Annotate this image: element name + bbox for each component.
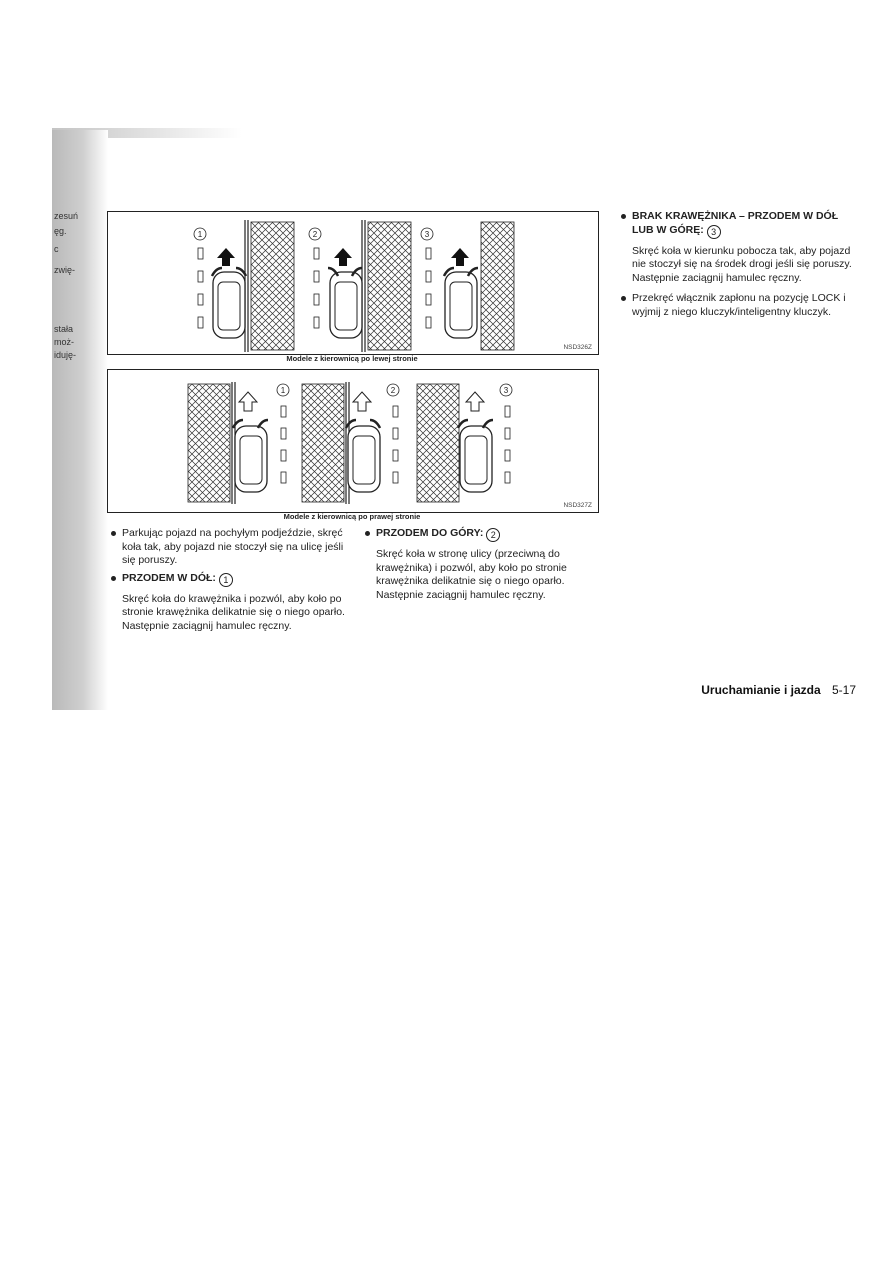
down-heading: PRZODEM W DÓŁ: [122,571,216,584]
marker-badge: 3 [707,225,721,239]
figure-caption: Modele z kierownicą po prawej stronie [283,512,421,521]
bullet-no-curb [620,210,858,239]
bullet-icon [621,296,626,301]
bullet-intro [110,527,346,568]
svg-text:2: 2 [312,230,318,239]
scene-down-hill [188,382,289,504]
car-top-view [444,268,478,338]
scene-down-hill [194,220,294,352]
arrow-up-outline-icon [353,392,371,411]
car-top-view [458,420,493,492]
scene-up-hill [309,220,411,352]
page-number: 5-17 [831,683,856,697]
bullet-down-hill [110,572,346,587]
edge-fragment: ęg. [54,226,67,236]
figure-code: NSD327Z [563,502,592,509]
parking-illustration-lhd [108,212,598,354]
edge-fragment: zesuń [54,211,79,221]
ignition-text: Przekręć włącznik zapłonu na pozycję LOCK i wyjmij z niego kluczyk/inteligentny kluczyk. [632,292,846,318]
footer-section-title: Uruchamianie i jazda [701,683,821,697]
up-text: Skręć koła w stronę ulicy (przeciwną do krawężnika) i pozwól, aby koło po stronie krawężnika delikatnie się o niego oparło. Następnie zaciągnij hamulec ręczny. [376,548,567,601]
svg-text:1: 1 [197,230,203,239]
arrow-up-icon [451,248,469,266]
down-text: Skręć koła do krawężnika i pozwól, aby koło po stronie krawężnika delikatnie się o niego oparło. Następnie zaciągnij hamulec ręczny. [122,592,345,632]
arrow-up-icon [217,248,235,266]
svg-text:3: 3 [503,386,509,395]
bullet-icon [111,576,116,581]
car-top-view [328,268,362,338]
lane-dashes [426,248,431,328]
parking-diagram-lhd [107,211,599,355]
bullet-icon [365,531,370,536]
figure-code: NSD326Z [563,344,592,351]
lane-dashes [505,406,510,483]
bullet-icon [111,531,116,536]
bullet-up-hill [364,527,600,542]
arrow-up-icon [334,248,352,266]
left-column [110,527,346,634]
scene-no-curb [421,222,514,350]
nocurb-text: Skręć koła w kierunku pobocza tak, aby pojazd nie stoczył się na środek drogi jeśli się poruszy. Następnie zaciągnij hamulec ręczny. [632,244,852,284]
page-footer [701,683,856,697]
edge-fragment: zwię- [54,265,76,275]
arrow-up-outline-icon [239,392,257,411]
middle-column [364,527,600,602]
parking-illustration-rhd [108,370,598,512]
lane-dashes [393,406,398,483]
arrow-up-outline-icon [466,392,484,411]
edge-fragment: moż- [54,337,74,347]
svg-text:3: 3 [424,230,430,239]
scene-up-hill [302,382,399,504]
car-top-view [212,268,246,338]
intro-text: Parkując pojazd na pochyłym podjeździe, skręć koła tak, aby pojazd nie stoczył się na ulicę jeśli się poruszy. [122,527,344,567]
edge-fragment: stała [54,324,74,334]
scene-no-curb [417,384,512,502]
car-top-view [346,420,380,492]
bullet-icon [621,214,626,219]
up-heading: PRZODEM DO GÓRY: [376,527,484,539]
lane-dashes [281,406,286,483]
svg-text:1: 1 [280,386,286,395]
marker-badge: 1 [219,573,233,587]
car-top-view [233,420,268,492]
marker-badge: 2 [486,528,500,542]
edge-fragment: c [54,244,59,254]
bullet-ignition [620,292,858,319]
figure-caption: Modele z kierownicą po lewej stronie [286,354,418,363]
lane-dashes [314,248,319,328]
svg-text:2: 2 [390,386,396,395]
lane-dashes [198,248,203,328]
edge-fragment: iduję- [54,350,77,360]
parking-diagram-rhd [107,369,599,513]
right-column [620,210,858,320]
nocurb-heading: BRAK KRAWĘŻNIKA – PRZODEM W DÓŁ LUB W GÓRĘ: [632,210,839,236]
